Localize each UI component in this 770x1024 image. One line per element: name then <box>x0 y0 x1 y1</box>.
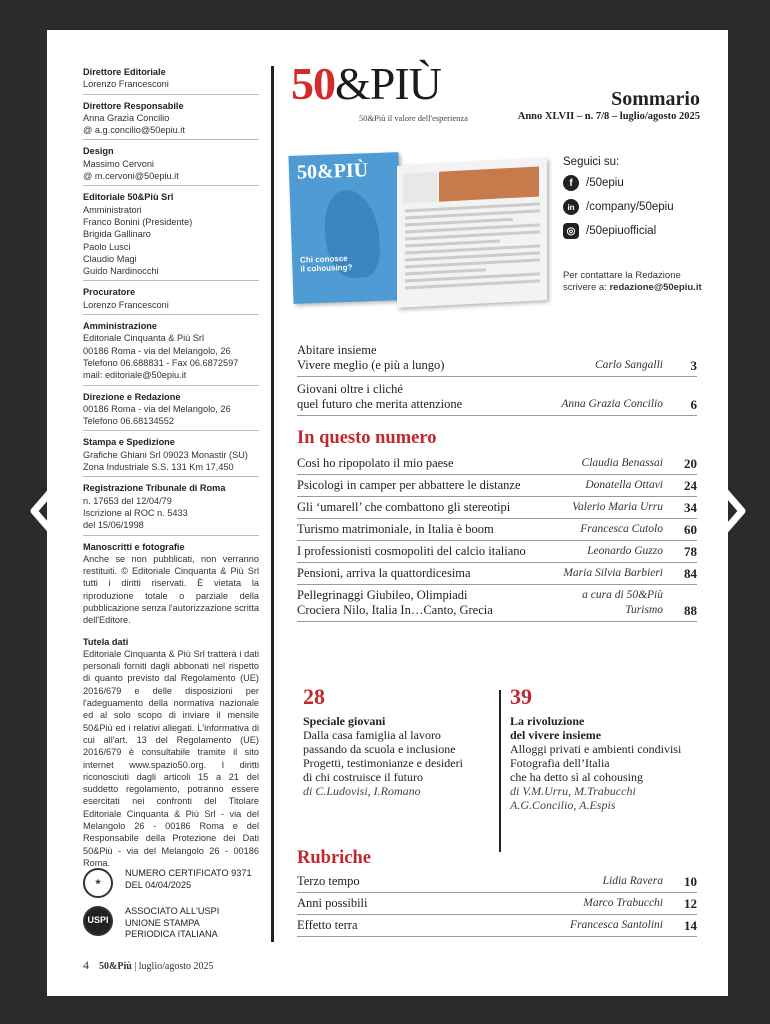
entry-page: 34 <box>684 500 697 515</box>
credit-role: Design <box>83 146 114 157</box>
linkedin-icon: in <box>563 199 579 215</box>
magazine-logo: 50&PIÙ <box>291 58 441 109</box>
certification-badges <box>83 868 259 949</box>
magazine-cover-image <box>291 150 553 310</box>
credit-names: Massimo Cervoni @ m.cervoni@50epiu.it <box>83 158 179 182</box>
credit-block <box>83 320 259 385</box>
credit-block <box>83 286 259 315</box>
toc-entry[interactable] <box>297 563 697 585</box>
entry-title: Anni possibili <box>297 896 368 910</box>
issue-info: Anno XLVII – n. 7/8 – luglio/agosto 2025 <box>517 111 700 122</box>
toc-entry[interactable] <box>297 871 697 893</box>
entry-page: 24 <box>684 478 697 493</box>
page-number: 4 <box>83 958 89 972</box>
page-footer: 4 50&Più | luglio/agosto 2025 <box>83 958 214 972</box>
magazine-page <box>47 30 728 996</box>
entry-page: 84 <box>684 566 697 581</box>
credit-role: Editoriale 50&Più Srl <box>83 192 174 203</box>
spread-photo <box>439 166 539 201</box>
entry-title: Gli ‘umarell’ che combattono gli stereotipi <box>297 500 511 514</box>
column-divider <box>271 66 274 942</box>
toc-entry[interactable] <box>297 519 697 541</box>
entry-title: Così ho ripopolato il mio paese <box>297 456 454 470</box>
entry-page: 88 <box>684 603 697 618</box>
entry-title: Effetto terra <box>297 918 358 932</box>
entry-author: Claudia Benassai <box>581 457 663 469</box>
facebook-icon: f <box>563 175 579 191</box>
entry-title: Psicologi in camper per abbattere le distanze <box>297 478 521 492</box>
uspi-logo-icon: USPI <box>83 906 113 936</box>
toc-entry[interactable] <box>297 541 697 563</box>
credit-names: Editoriale Cinquanta & Più Srl 00186 Roma - via del Melangolo, 26 Telefono 06.688831 - Fax 06.6872597 mail: editoriale@50epiu.it <box>83 333 239 381</box>
uspi-badge: USPI ASSOCIATO ALL'USPI UNIONE STAMPA PERIODICA ITALIANA <box>83 906 259 941</box>
entry-title: Pellegrinaggi Giubileo, Olimpiadi Crociera Nilo, Italia In…Canto, Grecia <box>297 588 493 617</box>
rubriche-section <box>297 848 697 937</box>
instagram-icon: ◎ <box>563 223 579 239</box>
entry-title: Terzo tempo <box>297 874 360 888</box>
credit-names: 00186 Roma - via del Melangolo, 26 Telefono 06.68134552 <box>83 403 231 427</box>
credit-names: Anna Grazia Concilio @ a.g.concilio@50epiu.it <box>83 112 185 136</box>
toc-entry[interactable]: Abitare insieme Vivere meglio (e più a lungo) Carlo Sangalli 3 <box>297 340 697 377</box>
entry-page: 60 <box>684 522 697 537</box>
colophon <box>83 66 259 877</box>
entry-author: Valerio Maria Urru <box>572 501 663 513</box>
credit-names: Amministratori Franco Bonini (Presidente) Brigida Gallinaro Paolo Lusci Claudio Magi Guido Nardinocchi <box>83 204 193 277</box>
credit-block <box>83 436 259 477</box>
credit-block <box>83 191 259 281</box>
credit-role: Stampa e Spedizione <box>83 437 175 448</box>
credit-role: Direttore Responsabile <box>83 100 184 111</box>
tagline: 50&Più il valore dell'esperienza <box>359 113 468 123</box>
credit-block <box>83 145 259 186</box>
feature-39[interactable]: 39 La rivoluzione del vivere insieme Alloggi privati e ambienti condivisi Fotografia dell’Italia che ha detto sì al cohousing di V.M.Urru, M.Trabucchi A.G.Concilio, A.Espis <box>510 684 682 812</box>
in-questo-numero-section <box>297 428 697 622</box>
cover-spread <box>397 158 547 308</box>
entry-author: Maria Silvia Barbieri <box>563 567 663 579</box>
tutela-dati-block: Tutela dati Editoriale Cinquanta & Più Srl tratterà i dati personali forniti dagli abbonati nel rispetto di quanto previsto dal Regolamento (UE) 2016/679 e delle disposizioni per l'adeguamento della normativa nazionale ed al solo scopo di inviare il mensile 50&Più ed i relativi allegati. L'informativa di cui all'art. 13 del Regolamento (UE) 2016/679 è consultabile tramite il sito internet www.spazio50.org. I diritti riconosciuti dagli articoli 15 a 21 del suddetto regolamento, potranno essere esercitati nei confronti del Titolare Editoriale Cinquanta & Più Srl - via del Melangolo 26 - 00186 Roma e del Responsabile della Protezione dei Dati 50&Più - via del Melangolo 26 - 00186 Roma. <box>83 636 259 868</box>
page-title: Sommario <box>611 88 700 110</box>
credit-names: n. 17653 del 12/04/79 Iscrizione al ROC n. 5433 del 15/06/1998 <box>83 495 188 531</box>
toc-entry[interactable] <box>297 893 697 915</box>
credit-block <box>83 391 259 432</box>
entry-author: a cura di 50&Più Turismo <box>582 589 663 616</box>
entry-author: Marco Trabucchi <box>583 897 663 909</box>
entry-title: Turismo matrimoniale, in Italia è boom <box>297 522 494 536</box>
section-title: Rubriche <box>297 848 371 868</box>
credit-names: Grafiche Ghiani Srl 09023 Monastir (SU) Zona Industriale S.S. 131 Km 17,450 <box>83 449 248 473</box>
social-links: Seguici su: f /50epiu in /company/50epiu ◎ /50epiuofficial <box>563 156 674 237</box>
instagram-link[interactable]: ◎ /50epiuofficial <box>563 223 674 239</box>
entry-author: Leonardo Guzzo <box>587 545 663 557</box>
entry-author: Lidia Ravera <box>602 875 663 887</box>
cover-front: 50&PIÙ Chi conosce il cohousing? <box>288 152 403 304</box>
certificate-badge: ★ NUMERO CERTIFICATO 9371 DEL 04/04/2025 <box>83 868 259 898</box>
editorials-list <box>297 340 697 416</box>
credit-role: Procuratore <box>83 287 136 298</box>
entry-author: Francesca Santolini <box>570 919 663 931</box>
entry-page: 20 <box>684 456 697 471</box>
entry-page: 78 <box>684 544 697 559</box>
entry-page: 10 <box>684 874 697 889</box>
contact-info: Per contattare la Redazione scrivere a: redazione@50epiu.it <box>563 270 702 293</box>
credit-role: Registrazione Tribunale di Roma <box>83 483 226 494</box>
feature-28[interactable]: 28 Speciale giovani Dalla casa famiglia al lavoro passando da scuola e inclusione Progetti, testimonianze e desideri di chi costruisce il futuro di C.Ludovisi, I.Romano <box>303 684 463 798</box>
toc-entry[interactable] <box>297 453 697 475</box>
credit-block <box>83 482 259 535</box>
credit-block <box>83 100 259 141</box>
linkedin-link[interactable]: in /company/50epiu <box>563 199 674 215</box>
credit-block <box>83 66 259 95</box>
facebook-link[interactable]: f /50epiu <box>563 175 674 191</box>
credit-role: Amministrazione <box>83 321 158 332</box>
entry-page: 14 <box>684 918 697 933</box>
credit-names: Lorenzo Francesconi <box>83 299 169 310</box>
section-title: In questo numero <box>297 428 437 448</box>
toc-entry[interactable] <box>297 585 697 622</box>
credit-role: Direttore Editoriale <box>83 67 166 77</box>
entry-page: 12 <box>684 896 697 911</box>
entry-title: Pensioni, arriva la quattordicesima <box>297 566 471 580</box>
manoscritti-block: Manoscritti e fotografie Anche se non pubblicati, non verranno restituiti. © Editoriale Cinquanta & Più Srl tutti i diritti riservati. È vietata la riproduzione totale o parziale della pubblicazione senza l'autorizzazione scritta dell'Editore. <box>83 541 259 626</box>
certificate-seal-icon: ★ <box>83 868 113 898</box>
toc-entry[interactable] <box>297 497 697 519</box>
toc-entry[interactable] <box>297 475 697 497</box>
toc-entry[interactable] <box>297 915 697 937</box>
toc-entry[interactable]: Giovani oltre i cliché quel futuro che merita attenzione Anna Grazia Concilio 6 <box>297 379 697 416</box>
entry-author: Francesca Cutolo <box>580 523 663 535</box>
contact-email-link[interactable]: redazione@50epiu.it <box>609 282 702 293</box>
entry-author: Donatella Ottavi <box>585 479 663 491</box>
credit-names: Lorenzo Francesconi <box>83 79 169 90</box>
credit-role: Direzione e Redazione <box>83 391 181 402</box>
feature-divider <box>499 690 501 852</box>
entry-title: I professionisti cosmopoliti del calcio italiano <box>297 544 526 558</box>
